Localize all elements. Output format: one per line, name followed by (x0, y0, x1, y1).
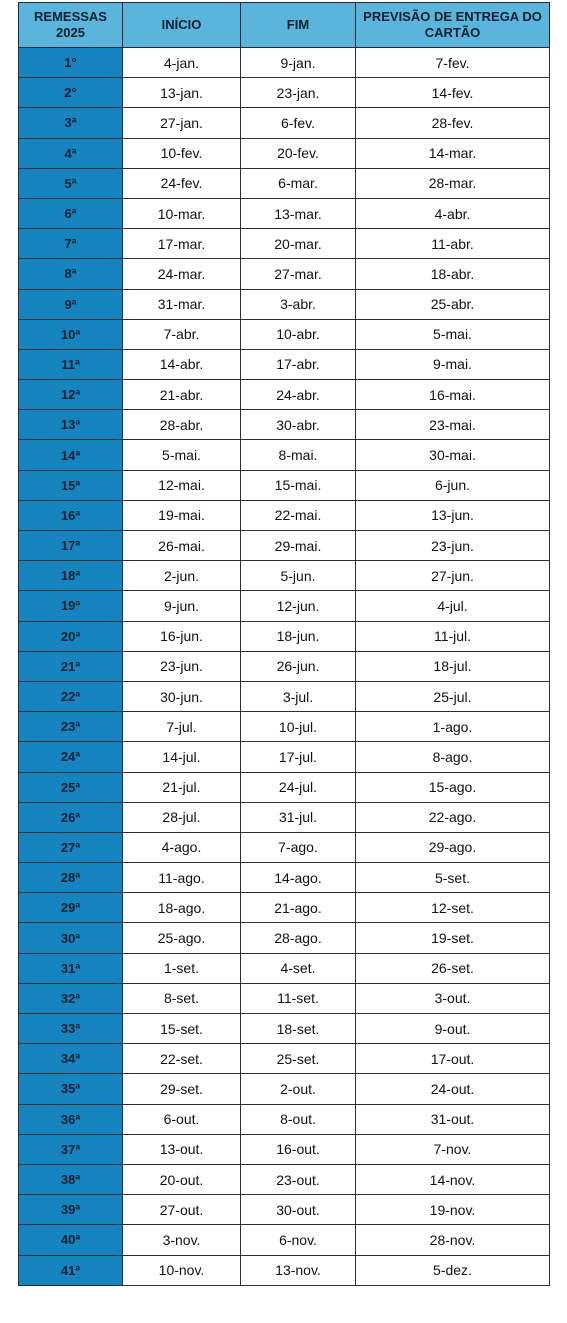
start-date-cell: 4-jan. (123, 48, 241, 78)
start-date-cell: 7-abr. (123, 319, 241, 349)
table-row (19, 863, 550, 893)
end-date-cell: 6-nov. (241, 1225, 356, 1255)
delivery-date-cell: 18-abr. (356, 259, 550, 289)
end-date-cell: 31-jul. (241, 802, 356, 832)
end-date-cell: 6-fev. (241, 108, 356, 138)
table-row (19, 229, 550, 259)
start-date-cell: 27-jan. (123, 108, 241, 138)
shipment-number-cell: 38ª (19, 1164, 123, 1194)
shipment-number-cell: 28ª (19, 863, 123, 893)
shipment-number-cell: 39ª (19, 1195, 123, 1225)
end-date-cell: 18-set. (241, 1014, 356, 1044)
table-row (19, 48, 550, 78)
start-date-cell: 19-mai. (123, 500, 241, 530)
header-delivery-forecast: PREVISÃO DE ENTREGA DO CARTÃO (356, 3, 550, 48)
end-date-cell: 29-mai. (241, 531, 356, 561)
shipment-number-cell: 24ª (19, 742, 123, 772)
end-date-cell: 23-jan. (241, 78, 356, 108)
end-date-cell: 20-mar. (241, 229, 356, 259)
header-shipments: REMESSAS 2025 (19, 3, 123, 48)
shipment-number-cell: 27ª (19, 832, 123, 862)
delivery-date-cell: 4-abr. (356, 198, 550, 228)
delivery-date-cell: 19-set. (356, 923, 550, 953)
start-date-cell: 18-ago. (123, 893, 241, 923)
delivery-date-cell: 1-ago. (356, 712, 550, 742)
table-row (19, 591, 550, 621)
start-date-cell: 10-fev. (123, 138, 241, 168)
table-row (19, 259, 550, 289)
shipment-number-cell: 22ª (19, 681, 123, 711)
table-row (19, 470, 550, 500)
shipment-number-cell: 36ª (19, 1104, 123, 1134)
delivery-date-cell: 31-out. (356, 1104, 550, 1134)
delivery-date-cell: 3-out. (356, 983, 550, 1013)
start-date-cell: 8-set. (123, 983, 241, 1013)
end-date-cell: 23-out. (241, 1164, 356, 1194)
table-row (19, 712, 550, 742)
table-row (19, 561, 550, 591)
delivery-date-cell: 25-jul. (356, 681, 550, 711)
start-date-cell: 3-nov. (123, 1225, 241, 1255)
table-row (19, 410, 550, 440)
delivery-date-cell: 9-out. (356, 1014, 550, 1044)
shipment-schedule-table (18, 2, 550, 1286)
table-row (19, 500, 550, 530)
shipment-schedule-table-container (18, 2, 549, 1286)
delivery-date-cell: 16-mai. (356, 380, 550, 410)
delivery-date-cell: 8-ago. (356, 742, 550, 772)
end-date-cell: 30-abr. (241, 410, 356, 440)
start-date-cell: 15-set. (123, 1014, 241, 1044)
delivery-date-cell: 11-jul. (356, 621, 550, 651)
table-row (19, 802, 550, 832)
shipment-number-cell: 2° (19, 78, 123, 108)
start-date-cell: 29-set. (123, 1074, 241, 1104)
shipment-number-cell: 25ª (19, 772, 123, 802)
delivery-date-cell: 22-ago. (356, 802, 550, 832)
shipment-number-cell: 31ª (19, 953, 123, 983)
delivery-date-cell: 28-nov. (356, 1225, 550, 1255)
table-row (19, 1104, 550, 1134)
start-date-cell: 5-mai. (123, 440, 241, 470)
start-date-cell: 11-ago. (123, 863, 241, 893)
shipment-number-cell: 34ª (19, 1044, 123, 1074)
start-date-cell: 21-jul. (123, 772, 241, 802)
table-row (19, 953, 550, 983)
end-date-cell: 7-ago. (241, 832, 356, 862)
start-date-cell: 14-jul. (123, 742, 241, 772)
start-date-cell: 28-jul. (123, 802, 241, 832)
delivery-date-cell: 17-out. (356, 1044, 550, 1074)
end-date-cell: 8-mai. (241, 440, 356, 470)
start-date-cell: 14-abr. (123, 349, 241, 379)
end-date-cell: 3-abr. (241, 289, 356, 319)
delivery-date-cell: 30-mai. (356, 440, 550, 470)
table-row (19, 440, 550, 470)
end-date-cell: 9-jan. (241, 48, 356, 78)
delivery-date-cell: 4-jul. (356, 591, 550, 621)
table-row (19, 983, 550, 1013)
delivery-date-cell: 27-jun. (356, 561, 550, 591)
end-date-cell: 13-mar. (241, 198, 356, 228)
end-date-cell: 26-jun. (241, 651, 356, 681)
end-date-cell: 14-ago. (241, 863, 356, 893)
table-row (19, 168, 550, 198)
shipment-number-cell: 5ª (19, 168, 123, 198)
delivery-date-cell: 14-mar. (356, 138, 550, 168)
shipment-number-cell: 8ª (19, 259, 123, 289)
table-header (19, 3, 550, 48)
table-row (19, 198, 550, 228)
shipment-number-cell: 21ª (19, 651, 123, 681)
table-row (19, 1195, 550, 1225)
shipment-number-cell: 13ª (19, 410, 123, 440)
table-row (19, 651, 550, 681)
delivery-date-cell: 7-fev. (356, 48, 550, 78)
end-date-cell: 2-out. (241, 1074, 356, 1104)
start-date-cell: 12-mai. (123, 470, 241, 500)
delivery-date-cell: 11-abr. (356, 229, 550, 259)
start-date-cell: 7-jul. (123, 712, 241, 742)
header-start: INÍCIO (123, 3, 241, 48)
shipment-number-cell: 30ª (19, 923, 123, 953)
end-date-cell: 27-mar. (241, 259, 356, 289)
start-date-cell: 27-out. (123, 1195, 241, 1225)
start-date-cell: 30-jun. (123, 681, 241, 711)
shipment-number-cell: 17ª (19, 531, 123, 561)
delivery-date-cell: 18-jul. (356, 651, 550, 681)
shipment-number-cell: 10ª (19, 319, 123, 349)
delivery-date-cell: 5-set. (356, 863, 550, 893)
delivery-date-cell: 5-dez. (356, 1255, 550, 1285)
shipment-number-cell: 41ª (19, 1255, 123, 1285)
table-row (19, 772, 550, 802)
shipment-number-cell: 23ª (19, 712, 123, 742)
shipment-number-cell: 1° (19, 48, 123, 78)
start-date-cell: 10-nov. (123, 1255, 241, 1285)
start-date-cell: 16-jun. (123, 621, 241, 651)
shipment-number-cell: 37ª (19, 1134, 123, 1164)
end-date-cell: 17-jul. (241, 742, 356, 772)
table-body (19, 48, 550, 1286)
table-row (19, 832, 550, 862)
table-row (19, 1074, 550, 1104)
shipment-number-cell: 4ª (19, 138, 123, 168)
end-date-cell: 11-set. (241, 983, 356, 1013)
start-date-cell: 6-out. (123, 1104, 241, 1134)
table-row (19, 108, 550, 138)
header-row (19, 3, 550, 48)
end-date-cell: 10-jul. (241, 712, 356, 742)
start-date-cell: 17-mar. (123, 229, 241, 259)
delivery-date-cell: 7-nov. (356, 1134, 550, 1164)
table-row (19, 319, 550, 349)
delivery-date-cell: 28-mar. (356, 168, 550, 198)
delivery-date-cell: 9-mai. (356, 349, 550, 379)
shipment-number-cell: 40ª (19, 1225, 123, 1255)
table-row (19, 1225, 550, 1255)
start-date-cell: 9-jun. (123, 591, 241, 621)
start-date-cell: 28-abr. (123, 410, 241, 440)
end-date-cell: 30-out. (241, 1195, 356, 1225)
shipment-number-cell: 14ª (19, 440, 123, 470)
delivery-date-cell: 14-nov. (356, 1164, 550, 1194)
table-row (19, 289, 550, 319)
table-row (19, 1134, 550, 1164)
delivery-date-cell: 29-ago. (356, 832, 550, 862)
table-row (19, 380, 550, 410)
shipment-number-cell: 32ª (19, 983, 123, 1013)
start-date-cell: 25-ago. (123, 923, 241, 953)
end-date-cell: 13-nov. (241, 1255, 356, 1285)
shipment-number-cell: 20ª (19, 621, 123, 651)
end-date-cell: 12-jun. (241, 591, 356, 621)
shipment-number-cell: 26ª (19, 802, 123, 832)
delivery-date-cell: 26-set. (356, 953, 550, 983)
end-date-cell: 18-jun. (241, 621, 356, 651)
end-date-cell: 24-jul. (241, 772, 356, 802)
table-row (19, 923, 550, 953)
delivery-date-cell: 25-abr. (356, 289, 550, 319)
table-row (19, 1255, 550, 1285)
start-date-cell: 21-abr. (123, 380, 241, 410)
delivery-date-cell: 12-set. (356, 893, 550, 923)
delivery-date-cell: 13-jun. (356, 500, 550, 530)
end-date-cell: 10-abr. (241, 319, 356, 349)
start-date-cell: 10-mar. (123, 198, 241, 228)
delivery-date-cell: 5-mai. (356, 319, 550, 349)
shipment-number-cell: 33ª (19, 1014, 123, 1044)
start-date-cell: 26-mai. (123, 531, 241, 561)
delivery-date-cell: 14-fev. (356, 78, 550, 108)
end-date-cell: 16-out. (241, 1134, 356, 1164)
table-row (19, 893, 550, 923)
table-row (19, 681, 550, 711)
shipment-number-cell: 16ª (19, 500, 123, 530)
start-date-cell: 20-out. (123, 1164, 241, 1194)
start-date-cell: 31-mar. (123, 289, 241, 319)
table-row (19, 138, 550, 168)
start-date-cell: 24-fev. (123, 168, 241, 198)
table-row (19, 742, 550, 772)
start-date-cell: 1-set. (123, 953, 241, 983)
start-date-cell: 4-ago. (123, 832, 241, 862)
end-date-cell: 3-jul. (241, 681, 356, 711)
end-date-cell: 22-mai. (241, 500, 356, 530)
delivery-date-cell: 19-nov. (356, 1195, 550, 1225)
header-end: FIM (241, 3, 356, 48)
table-row (19, 1044, 550, 1074)
delivery-date-cell: 24-out. (356, 1074, 550, 1104)
end-date-cell: 28-ago. (241, 923, 356, 953)
end-date-cell: 20-fev. (241, 138, 356, 168)
end-date-cell: 21-ago. (241, 893, 356, 923)
end-date-cell: 24-abr. (241, 380, 356, 410)
end-date-cell: 8-out. (241, 1104, 356, 1134)
delivery-date-cell: 23-jun. (356, 531, 550, 561)
table-row (19, 349, 550, 379)
end-date-cell: 25-set. (241, 1044, 356, 1074)
shipment-number-cell: 6ª (19, 198, 123, 228)
table-row (19, 1164, 550, 1194)
end-date-cell: 6-mar. (241, 168, 356, 198)
shipment-number-cell: 3ª (19, 108, 123, 138)
start-date-cell: 13-out. (123, 1134, 241, 1164)
table-row (19, 621, 550, 651)
shipment-number-cell: 12ª (19, 380, 123, 410)
end-date-cell: 5-jun. (241, 561, 356, 591)
delivery-date-cell: 28-fev. (356, 108, 550, 138)
end-date-cell: 17-abr. (241, 349, 356, 379)
shipment-number-cell: 29ª (19, 893, 123, 923)
start-date-cell: 2-jun. (123, 561, 241, 591)
start-date-cell: 24-mar. (123, 259, 241, 289)
shipment-number-cell: 9ª (19, 289, 123, 319)
shipment-number-cell: 35ª (19, 1074, 123, 1104)
shipment-number-cell: 11ª (19, 349, 123, 379)
shipment-number-cell: 15ª (19, 470, 123, 500)
start-date-cell: 23-jun. (123, 651, 241, 681)
start-date-cell: 13-jan. (123, 78, 241, 108)
table-row (19, 78, 550, 108)
table-row (19, 1014, 550, 1044)
delivery-date-cell: 6-jun. (356, 470, 550, 500)
shipment-number-cell: 18ª (19, 561, 123, 591)
end-date-cell: 4-set. (241, 953, 356, 983)
delivery-date-cell: 23-mai. (356, 410, 550, 440)
start-date-cell: 22-set. (123, 1044, 241, 1074)
table-row (19, 531, 550, 561)
delivery-date-cell: 15-ago. (356, 772, 550, 802)
end-date-cell: 15-mai. (241, 470, 356, 500)
shipment-number-cell: 19ª (19, 591, 123, 621)
shipment-number-cell: 7ª (19, 229, 123, 259)
